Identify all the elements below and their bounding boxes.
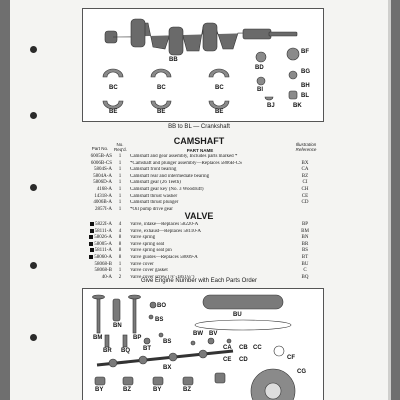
photo-label: BZ [183, 387, 191, 393]
part-number-text: 4006B-A [93, 200, 112, 206]
photo-label: BP [133, 335, 142, 341]
illustration-reference-text: BT [301, 254, 309, 260]
photo-label: BD [255, 65, 264, 71]
part-name-text: Camshaft gear key (No. 3 Woodruff) [130, 186, 204, 192]
illustration-reference [291, 248, 319, 255]
valve-title: VALVE [184, 211, 214, 221]
part-number [86, 161, 112, 168]
part-name [130, 255, 280, 262]
quantity-required-text: 8 [118, 248, 122, 254]
photo-label: CD [239, 357, 248, 363]
illustration-reference-text: BR [301, 241, 309, 247]
illustration-reference [291, 255, 319, 262]
part-name [130, 262, 280, 269]
part-name-text: Valve, intake—Replaces 58220-A [130, 222, 199, 227]
revision-marker [90, 248, 94, 252]
quantity-required [115, 167, 125, 174]
part-name [130, 268, 280, 275]
parts-row [86, 242, 326, 249]
photo-label: CA [223, 345, 232, 351]
quantity-required-text: 1 [118, 200, 122, 206]
camshaft-title: CAMSHAFT [173, 136, 225, 146]
valve-parts-list [86, 222, 326, 281]
part-name [130, 222, 280, 229]
illustration-reference [291, 187, 319, 194]
quantity-required [115, 248, 125, 255]
part-no-header: Part No. [91, 146, 109, 151]
revision-marker [89, 242, 93, 246]
part-number-text: 5806D-A [93, 180, 112, 186]
quantity-required [115, 194, 125, 201]
parts-row [86, 229, 326, 236]
quantity-required-text: 1 [118, 261, 122, 267]
photo-label: BY [153, 387, 162, 393]
part-name-text: *Oil pump drive gear [130, 206, 173, 212]
illustration-reference-text: CE [301, 193, 309, 199]
parts-row [86, 161, 326, 168]
illustration-reference-text: C [303, 268, 307, 274]
illustration-reference [291, 262, 319, 269]
part-name-text: Camshaft front bearing [130, 167, 177, 173]
quantity-required [115, 161, 125, 168]
quantity-required [115, 222, 125, 229]
part-number [86, 180, 112, 187]
part-name-text: Camshaft thrust washer [130, 193, 178, 199]
illustration-reference-text: BX [301, 160, 309, 166]
part-number-text: 6005B-AS [90, 154, 112, 159]
photo-label: BC [157, 85, 166, 91]
part-name [130, 154, 280, 161]
quantity-required-text: 2 [118, 274, 122, 280]
crankshaft-photo [82, 8, 324, 122]
catalog-page [10, 0, 388, 400]
quantity-required-text: 1 [118, 186, 122, 192]
photo-label: BT [143, 346, 151, 352]
part-number-text: 58068-B [94, 261, 112, 267]
photo-label: BV [209, 331, 218, 337]
part-number-text: 58068-B [94, 268, 112, 274]
photo-label: BS [155, 317, 164, 323]
parts-row [86, 268, 326, 275]
valve-parts-illustration [83, 289, 323, 400]
photo-label: BK [293, 103, 302, 109]
part-name [130, 242, 280, 249]
binder-hole [30, 262, 37, 269]
photo-label: BZ [123, 387, 131, 393]
illustration-reference [291, 268, 319, 275]
photo-label: BE [157, 109, 166, 115]
crankshaft-caption: BB to BL — Crankshaft [168, 124, 230, 130]
part-number-text: 58111-A [94, 228, 112, 234]
quantity-required [115, 235, 125, 242]
part-name-text: Valve spring seat pin [130, 248, 172, 254]
illustration-reference-text: CI [302, 180, 308, 186]
part-number [86, 194, 112, 201]
part-number-text: 6006B-CS [90, 160, 112, 166]
parts-row [86, 235, 326, 242]
part-number-text: 58060-A [94, 255, 112, 261]
part-name [130, 194, 280, 201]
part-name [130, 180, 280, 187]
quantity-required [115, 262, 125, 269]
part-number [86, 154, 112, 161]
photo-label: BN [113, 323, 122, 329]
illustration-reference [291, 161, 319, 168]
illustration-ref-header: Illustration Reference [295, 142, 317, 152]
part-name-text: Valve, exhaust—Replaces 58110-A [130, 228, 202, 234]
quantity-required [115, 229, 125, 236]
part-number-text: 5822I-A [95, 222, 112, 228]
part-name [130, 187, 280, 194]
illustration-reference [291, 200, 319, 207]
quantity-required-text: 1 [118, 154, 122, 159]
photo-label: BR [103, 348, 112, 354]
part-number-text: 14318-A [94, 193, 112, 199]
quantity-required [115, 174, 125, 181]
quantity-required-text: 1 [118, 206, 122, 212]
part-number [86, 167, 112, 174]
part-number-text: 2857I-A [95, 206, 112, 212]
quantity-required-text: 8 [118, 241, 122, 247]
illustration-reference-text: CH [301, 186, 309, 192]
photo-label: BG [301, 69, 310, 75]
quantity-required [115, 154, 125, 161]
part-number [86, 268, 112, 275]
quantity-required-text: 1 [118, 180, 122, 186]
revision-marker [89, 255, 93, 259]
part-name [130, 200, 280, 207]
quantity-required-text: 1 [118, 167, 122, 173]
illustration-reference-text: BM [301, 228, 309, 234]
parts-row [86, 200, 326, 207]
illustration-reference-text: BQ [301, 274, 309, 280]
part-name-text: Camshaft rear and intermediate bearing [130, 173, 210, 179]
illustration-reference [291, 180, 319, 187]
quantity-required-text: 1 [118, 173, 122, 179]
part-name-text: Valve guides—Replaces 58009-A [130, 254, 198, 260]
photo-label: CF [287, 355, 295, 361]
no-reqd-header: No. Req'd. [114, 142, 127, 152]
quantity-required-text: 4 [118, 228, 122, 234]
binder-hole [30, 46, 37, 53]
part-name [130, 248, 280, 255]
camshaft-parts-list [86, 154, 326, 213]
illustration-reference-text: BP [301, 222, 309, 227]
parts-row [86, 167, 326, 174]
photo-label: BM [93, 335, 103, 341]
photo-label: BQ [121, 348, 130, 354]
quantity-required-text: 8 [118, 235, 122, 241]
illustration-reference-text: CA [301, 167, 309, 173]
parts-row [86, 180, 326, 187]
photo-label: BI [257, 87, 263, 93]
part-number [86, 262, 112, 269]
revision-marker [89, 235, 93, 239]
part-name [130, 161, 280, 168]
photo-label: BE [109, 109, 118, 115]
revision-marker [90, 229, 94, 233]
photo-label: BC [215, 85, 224, 91]
photo-label: BE [215, 109, 224, 115]
photo-label: CG [297, 369, 306, 375]
part-name-text: *Camshaft and plunger assembly—Replaces 5806B-CS [130, 160, 242, 166]
part-number [86, 174, 112, 181]
part-name [130, 229, 280, 236]
part-number-text: 5804A-A [93, 173, 112, 179]
part-name [130, 167, 280, 174]
illustration-reference [291, 242, 319, 249]
part-number [86, 200, 112, 207]
photo-label: BU [233, 312, 242, 318]
parts-row [86, 222, 326, 229]
photo-label: CE [223, 357, 232, 363]
order-note: Give Engine Number with Each Parts Order [140, 278, 258, 284]
parts-row [86, 255, 326, 262]
part-number-text: 58026-A [94, 235, 112, 241]
photo-label: BX [163, 365, 172, 371]
illustration-reference-text: BS [301, 248, 309, 254]
part-name-text: Camshaft thrust plunger [130, 200, 179, 206]
photo-label: BO [157, 303, 166, 309]
parts-row [86, 174, 326, 181]
parts-row [86, 187, 326, 194]
photo-label: BY [95, 387, 104, 393]
illustration-reference [291, 194, 319, 201]
quantity-required [115, 242, 125, 249]
photo-label: BS [163, 339, 172, 345]
revision-marker [90, 222, 94, 226]
part-number-text: 40-A [101, 274, 112, 280]
binder-hole [30, 112, 37, 119]
illustration-reference [291, 229, 319, 236]
photo-label: BH [301, 83, 310, 89]
part-name-text: Camshaft gear (26 Teeth) [130, 180, 181, 186]
page-edge [388, 0, 391, 400]
parts-row [86, 248, 326, 255]
part-name-header: PART NAME [186, 148, 214, 153]
illustration-reference-text: BN [301, 235, 309, 241]
quantity-required-text: 4 [118, 222, 122, 227]
photo-label: BC [109, 85, 118, 91]
quantity-required-text: 1 [118, 268, 122, 274]
illustration-reference-text: BZ [301, 173, 309, 179]
photo-label: BL [301, 93, 309, 99]
quantity-required [115, 268, 125, 275]
parts-row [86, 262, 326, 269]
part-name-text: Valve cover gasket [130, 268, 168, 274]
valve-camshaft-photo [82, 288, 324, 400]
illustration-reference-text: BU [301, 261, 309, 267]
part-name-text: Valve spring [130, 235, 156, 241]
binder-hole [30, 334, 37, 341]
quantity-required [115, 180, 125, 187]
photo-label: CC [253, 345, 262, 351]
part-number-text: 58005-A [94, 241, 112, 247]
illustration-reference [291, 222, 319, 229]
quantity-required-text: 8 [118, 254, 122, 260]
quantity-required [115, 200, 125, 207]
illustration-reference [291, 174, 319, 181]
part-number-text: 5804S-A [93, 167, 112, 173]
photo-label: CB [239, 345, 248, 351]
part-number-text: 58111-A [94, 248, 112, 254]
part-name [130, 174, 280, 181]
illustration-reference-text: CD [301, 200, 309, 206]
quantity-required [115, 255, 125, 262]
part-number-text: 4168-A [96, 186, 112, 192]
photo-label: BW [193, 331, 203, 337]
part-name-text: Valve cover screw (⅞"-18x1¼") [130, 274, 195, 280]
part-number [86, 187, 112, 194]
crankshaft-illustration [83, 9, 323, 121]
illustration-reference [291, 235, 319, 242]
parts-row [86, 154, 326, 161]
binder-hole [30, 184, 37, 191]
part-name-text: Valve spring seat [130, 241, 165, 247]
illustration-reference [291, 167, 319, 174]
parts-row [86, 194, 326, 201]
quantity-required [115, 187, 125, 194]
photo-label: BJ [267, 103, 275, 109]
quantity-required-text: 1 [118, 193, 122, 199]
quantity-required-text: 1 [118, 160, 122, 166]
photo-label: BB [169, 57, 178, 63]
part-name-text: Valve cover [130, 261, 154, 267]
photo-label: BF [301, 49, 309, 55]
part-name [130, 235, 280, 242]
part-name-text: Camshaft and gear assembly, Includes parts marked * [130, 154, 238, 159]
